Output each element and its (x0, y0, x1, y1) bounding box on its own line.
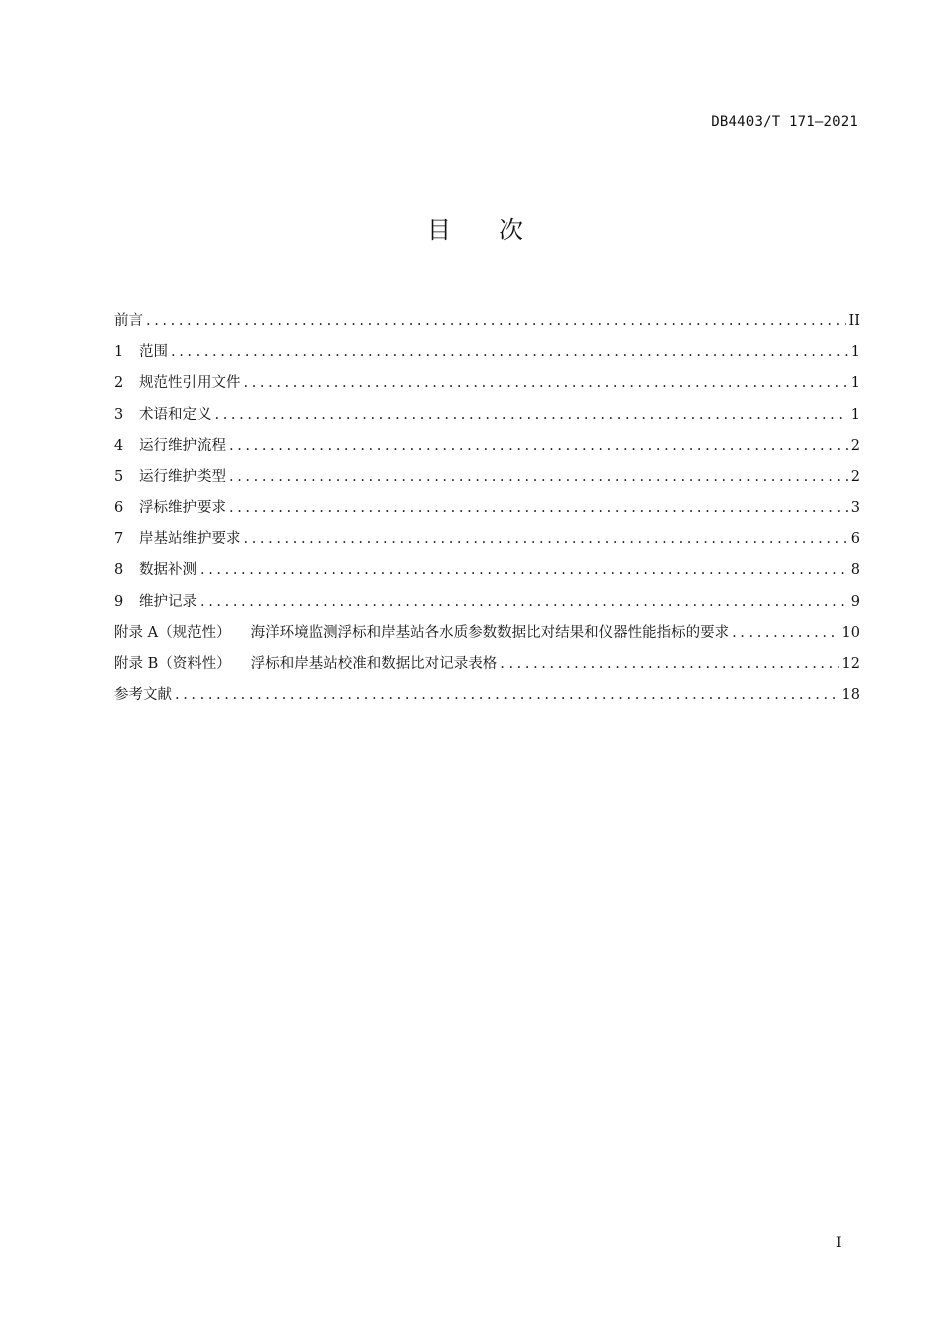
toc-entry-appendix-a[interactable] (114, 618, 860, 649)
toc-entry-foreword[interactable] (114, 306, 860, 337)
toc-entry-9[interactable] (114, 587, 860, 618)
toc-entry-number: 2 (114, 375, 124, 392)
toc-leader-dots (200, 555, 848, 586)
toc-entry-page: 18 (841, 687, 860, 704)
toc-entry-3[interactable] (114, 400, 860, 431)
toc-title-part1: 目 (427, 216, 451, 244)
toc-entry-page: 1 (850, 375, 860, 392)
toc-entry-page: II (848, 312, 860, 329)
toc-leader-dots (244, 368, 848, 399)
toc-entry-page: 12 (841, 656, 860, 673)
toc-list (114, 306, 860, 711)
toc-entry-label: 浮标维护要求 (139, 500, 226, 517)
toc-entry-page: 2 (850, 437, 860, 454)
toc-leader-dots (500, 649, 838, 680)
toc-entry-label (114, 618, 729, 649)
toc-entry-page: 2 (850, 468, 860, 485)
toc-leader-dots (171, 337, 848, 368)
toc-leader-dots (229, 493, 848, 524)
toc-leader-dots (215, 400, 848, 431)
toc-leader-dots (175, 680, 839, 711)
toc-entry-page: 1 (850, 344, 860, 361)
toc-entry-label: 前言 (114, 312, 143, 329)
toc-entry-number: 9 (114, 593, 124, 610)
toc-leader-dots (229, 462, 848, 493)
appendix-label: 附录 A（规范性） (114, 624, 231, 641)
toc-entry-label: 规范性引用文件 (139, 375, 241, 392)
toc-entry-label: 岸基站维护要求 (139, 531, 241, 548)
toc-entry-2[interactable] (114, 368, 860, 399)
page-number: I (836, 1235, 842, 1251)
toc-entry-page: 6 (850, 531, 860, 548)
toc-entry-number: 8 (114, 562, 124, 579)
toc-entry-number: 6 (114, 500, 124, 517)
toc-entry-label: 术语和定义 (139, 406, 212, 423)
toc-entry-page: 8 (850, 562, 860, 579)
toc-entry-references[interactable] (114, 680, 860, 711)
toc-entry-label: 运行维护类型 (139, 468, 226, 485)
toc-leader-dots (229, 431, 848, 462)
toc-title (0, 210, 950, 245)
toc-leader-dots (146, 306, 846, 337)
toc-entry-7[interactable] (114, 524, 860, 555)
toc-entry-number: 1 (114, 344, 124, 361)
toc-entry-label (114, 649, 497, 680)
toc-entry-page: 1 (850, 406, 860, 423)
toc-leader-dots (200, 587, 848, 618)
toc-entry-number: 7 (114, 531, 124, 548)
toc-entry-label: 维护记录 (139, 593, 197, 610)
toc-entry-8[interactable] (114, 556, 860, 587)
appendix-title: 海洋环境监测浮标和岸基站各水质参数数据比对结果和仪器性能指标的要求 (250, 624, 730, 641)
appendix-label: 附录 B（资料性） (114, 656, 231, 673)
toc-entry-page: 9 (850, 593, 860, 610)
toc-entry-6[interactable] (114, 493, 860, 524)
toc-entry-1[interactable] (114, 337, 860, 368)
toc-entry-4[interactable] (114, 431, 860, 462)
toc-entry-number: 4 (114, 437, 124, 454)
toc-title-part2: 次 (499, 216, 523, 244)
document-code: DB4403/T 171—2021 (711, 114, 858, 130)
toc-entry-number: 3 (114, 406, 124, 423)
toc-entry-label: 参考文献 (114, 687, 172, 704)
toc-entry-5[interactable] (114, 462, 860, 493)
toc-leader-dots (732, 618, 838, 649)
toc-entry-number: 5 (114, 468, 124, 485)
toc-entry-label: 范围 (139, 344, 168, 361)
toc-entry-page: 3 (850, 500, 860, 517)
toc-entry-label: 数据补测 (139, 562, 197, 579)
toc-leader-dots (244, 524, 848, 555)
appendix-title: 浮标和岸基站校准和数据比对记录表格 (250, 656, 498, 673)
toc-entry-label: 运行维护流程 (139, 437, 226, 454)
toc-entry-page: 10 (841, 624, 860, 641)
toc-entry-appendix-b[interactable] (114, 649, 860, 680)
